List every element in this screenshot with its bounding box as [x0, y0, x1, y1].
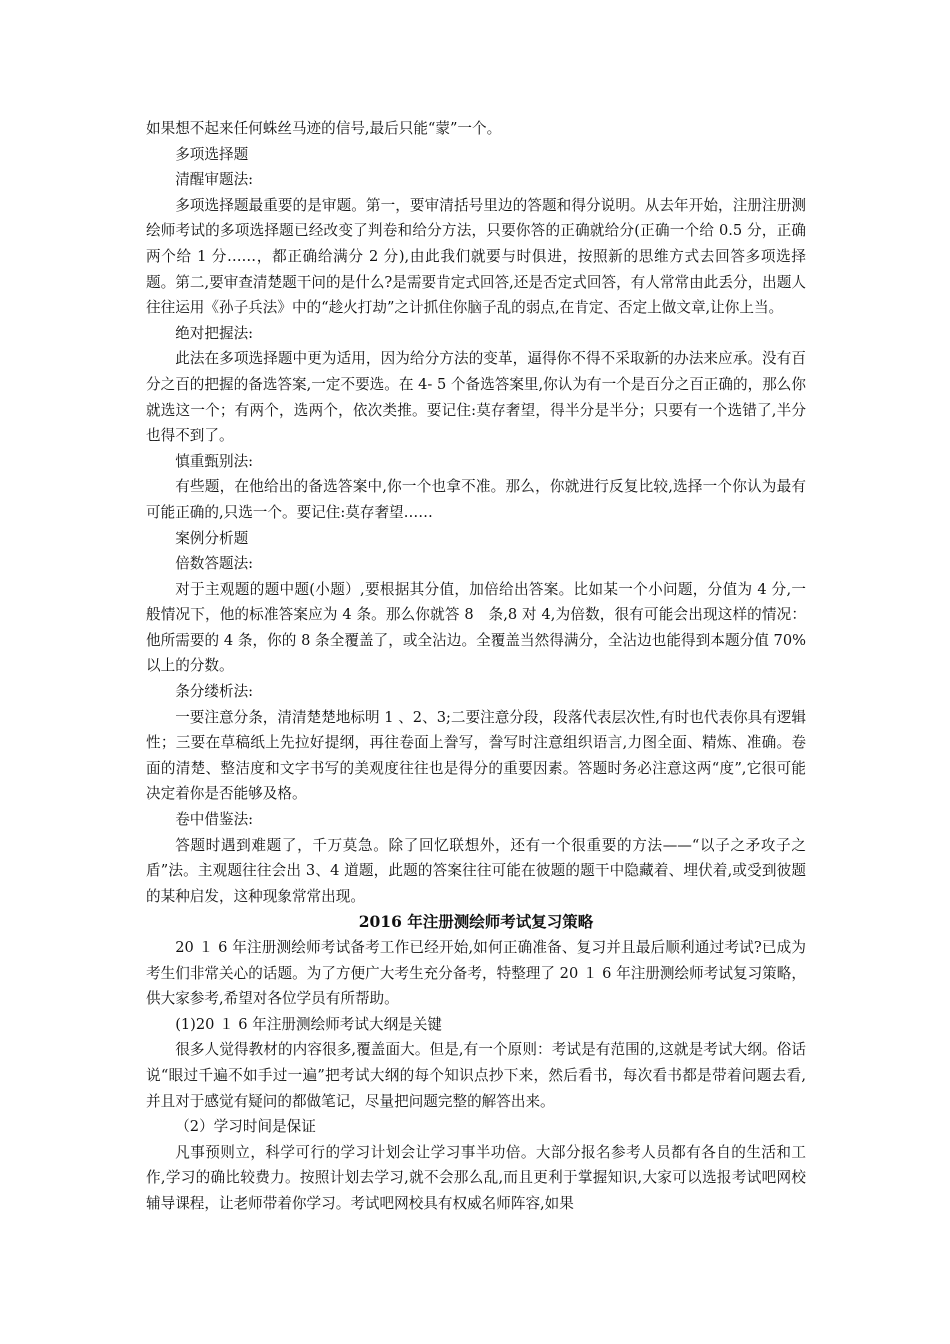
subheading-absolute-certainty: 绝对把握法: — [175, 324, 254, 342]
subheading-multiple-choice: 多项选择题 — [175, 145, 249, 163]
paragraph-cross-reference: 答题时遇到难题了，千万莫急。除了回忆联想外，还有一个很重要的方法——“以子之矛攻子之盾”法。主观题往往会出 3、4 道题，此题的答案往往可能在彼题的题干中隐藏着、埋伏着,或受到彼题的某种启发，这种现象常常出现。 — [146, 836, 806, 905]
paragraph-absolute-certainty: 此法在多项选择题中更为适用，因为给分方法的变革，逼得你不得不采取新的办法来应承。没有百分之百的把握的备选答案,一定不要选。在 4- 5 个备选答案里,你认为有一个是百分之百正确的，那么你就选这一个；有两个，选两个，依次类推。要记住:莫存奢望，得半分是半分；只要有一个选错了,半分也得不到了。 — [146, 350, 806, 445]
subheading-itemized-analysis: 条分缕析法: — [175, 683, 254, 701]
paragraph-careful-discrimination: 有些题，在他给出的备选答案中,你一个也拿不准。那么，你就进行反复比较,选择一个你认为最有可能正确的,只选一个。要记住:莫存奢望…… — [146, 478, 806, 521]
paragraph-syllabus: 很多人觉得教材的内容很多,覆盖面大。但是,有一个原则：考试是有范围的,这就是考试大纲。俗话说“眼过千遍不如手过一遍”把考试大纲的每个知识点抄下来，然后看书，每次看书都是带着问题去看,并且对于感觉有疑问的都做笔记，尽量把问题完整的解答出来。 — [146, 1041, 806, 1110]
document-page — [146, 116, 806, 1217]
subheading-syllabus: (1)20 １ 6 年注册测绘师考试大纲是关键 — [175, 1015, 442, 1033]
paragraph-intro: 20 １ 6 年注册测绘师考试备考工作已经开始,如何正确准备、复习并且最后顺利通过考试?已成为考生们非常关心的话题。为了方便广大考生充分备考，特整理了 20 １ 6 年注册测绘师考试复习策略，供大家参考,希望对各位学员有所帮助。 — [146, 939, 806, 1008]
paragraph-careful-reading: 多项选择题最重要的是审题。第一，要审清括号里边的答题和得分说明。从去年开始，注册注册测绘师考试的多项选择题已经改变了判卷和给分方法，只要你答的正确就给分(正确一个给 0.5 分，正确两个给 1 分……，都正确给满分 2 分),由此我们就要与时俱进，按照新的思维方式去回答多项选择题。第二,要审查清楚题干问的是什么?是需要肯定式回答,还是否定式回答，有人常常由此丢分，出题人往往运用《孙子兵法》中的“趁火打劫”之计抓住你脑子乱的弱点,在肯定、否定上做文章,让你上当。 — [146, 196, 806, 317]
subheading-cross-reference: 卷中借鉴法: — [175, 811, 254, 829]
subheading-study-time: （2）学习时间是保证 — [175, 1118, 316, 1136]
paragraph-study-time: 凡事预则立，科学可行的学习计划会让学习事半功倍。大部分报名参考人员都有各自的生活和工作,学习的确比较费力。按照计划去学习,就不会那么乱,而且更利于掌握知识,大家可以选报考试吧网校辅导课程，让老师带着你学习。考试吧网校具有权威名师阵容,如果 — [146, 1143, 806, 1212]
paragraph-itemized-analysis: 一要注意分条，清清楚楚地标明 1 、2、3;二要注意分段，段落代表层次性,有时也代表你具有逻辑性；三要在草稿纸上先拉好提纲，再往卷面上誊写，誊写时注意组织语言,力图全面、精炼、准确。卷面的清楚、整洁度和文字书写的美观度往往也是得分的重要因素。答题时务必注意这两“度”,它很可能决定着你是否能够及格。 — [146, 708, 806, 803]
section-title: 2016 年注册测绘师考试复习策略 — [358, 912, 594, 932]
subheading-multiple-answer: 倍数答题法: — [175, 555, 254, 573]
paragraph-guess: 如果想不起来任何蛛丝马迹的信号,最后只能“蒙”一个。 — [146, 120, 502, 137]
paragraph-multiple-answer: 对于主观题的题中题(小题）,要根据其分值，加倍给出答案。比如某一个小问题，分值为 4 分,一般情况下，他的标准答案应为 4 条。那么你就答 8 条,8 对 4,为倍数，很有可能会出现这样的情况：他所需要的 4 条，你的 8 条全覆盖了，或全沾边。全覆盖当然得满分，全沾边也能得到本题分值 70%以上的分数。 — [146, 580, 806, 675]
subheading-careful-reading: 清醒审题法: — [175, 171, 254, 189]
subheading-case-analysis: 案例分析题 — [175, 529, 249, 547]
subheading-careful-discrimination: 慎重甄别法: — [175, 452, 254, 470]
